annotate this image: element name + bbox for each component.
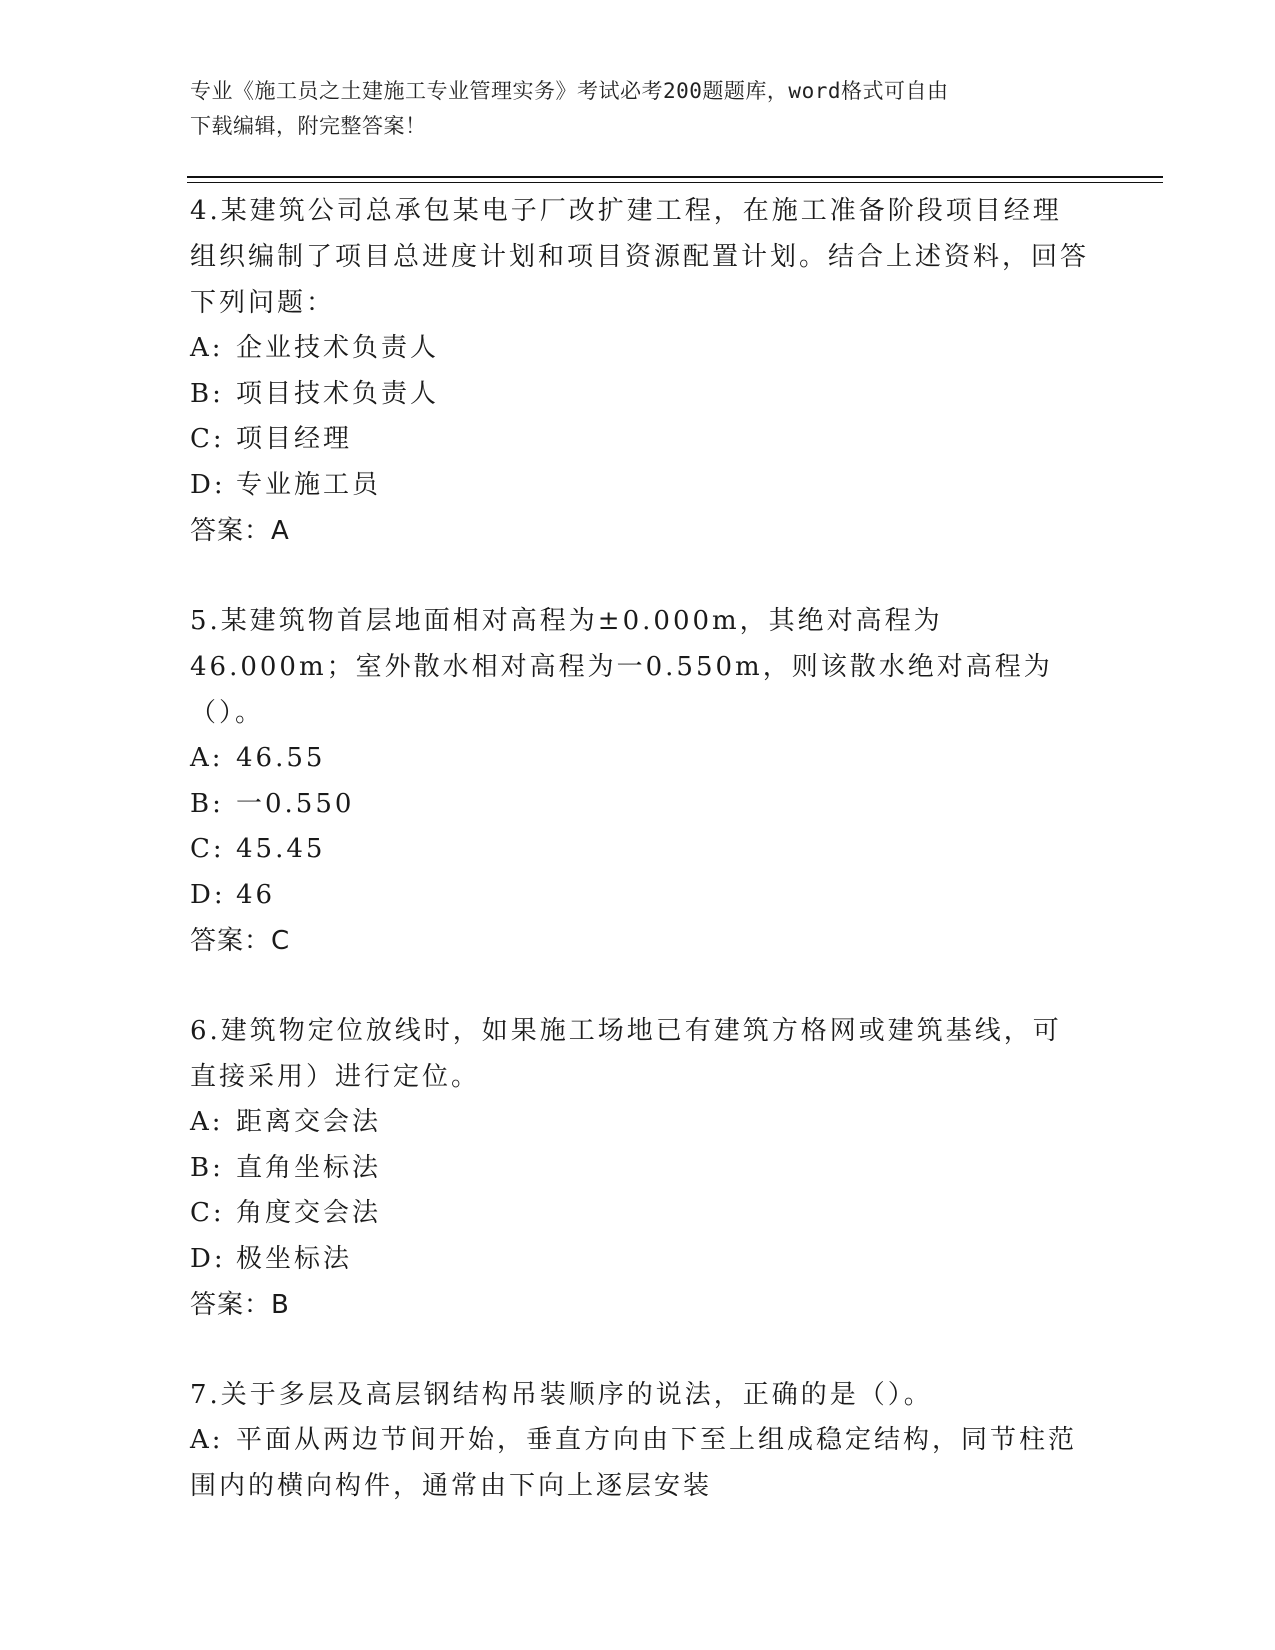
option-text: 距离交会法 bbox=[236, 1107, 382, 1137]
document-header bbox=[190, 74, 1090, 144]
header-divider-thick bbox=[187, 176, 1163, 178]
option-key: A: bbox=[190, 1107, 224, 1137]
option-text: 项目经理 bbox=[236, 424, 353, 454]
question-4 bbox=[190, 188, 1090, 554]
option-text: 极坐标法 bbox=[236, 1243, 353, 1274]
option-key: D: bbox=[190, 1243, 226, 1274]
option-c bbox=[190, 1191, 1090, 1237]
question-list bbox=[190, 188, 1090, 1553]
option-a bbox=[190, 1100, 1090, 1146]
option-key: D: bbox=[190, 469, 226, 500]
question-7 bbox=[190, 1372, 1090, 1509]
question-stem: 5.某建筑物首层地面相对高程为±0.000m，其绝对高程为46.000m；室外散水相对高程为一0.550m，则该散水绝对高程为（）。 bbox=[190, 606, 1053, 728]
option-key: C: bbox=[190, 834, 225, 864]
option-d bbox=[190, 1237, 1090, 1283]
header-line-1: 专业《施工员之土建施工专业管理实务》考试必考200题题库，word格式可自由 bbox=[190, 79, 949, 103]
option-key: C: bbox=[190, 424, 225, 454]
option-b bbox=[190, 1146, 1090, 1192]
option-key: A: bbox=[190, 333, 224, 363]
option-key: B: bbox=[190, 1152, 224, 1183]
question-stem: 4.某建筑公司总承包某电子厂改扩建工程，在施工准备阶段项目经理组织编制了项目总进度计划和项目资源配置计划。结合上述资料，回答下列问题： bbox=[190, 196, 1090, 318]
option-c bbox=[190, 827, 1090, 873]
option-text: 45.45 bbox=[236, 834, 326, 864]
option-text: 直角坐标法 bbox=[236, 1152, 382, 1183]
option-text: 项目技术负责人 bbox=[236, 378, 440, 409]
answer-line: 答案：C bbox=[190, 926, 291, 956]
option-text: 企业技术负责人 bbox=[236, 333, 440, 363]
header-line-2: 下载编辑，附完整答案！ bbox=[190, 114, 427, 138]
option-d bbox=[190, 463, 1090, 509]
question-stem: 6.建筑物定位放线时，如果施工场地已有建筑方格网或建筑基线，可直接采用）进行定位。 bbox=[190, 1016, 1062, 1092]
option-text: 46.55 bbox=[236, 743, 326, 773]
option-text: 平面从两边节间开始，垂直方向由下至上组成稳定结构，同节柱范围内的横向构件，通常由下向上逐层安装 bbox=[190, 1425, 1078, 1501]
question-stem: 7.关于多层及高层钢结构吊装顺序的说法，正确的是（）。 bbox=[190, 1380, 933, 1410]
answer-line: 答案：B bbox=[190, 1290, 290, 1320]
option-text: 专业施工员 bbox=[236, 469, 382, 500]
option-a bbox=[190, 736, 1090, 782]
answer-line: 答案：A bbox=[190, 516, 290, 546]
option-text: 角度交会法 bbox=[236, 1198, 382, 1228]
option-key: B: bbox=[190, 378, 224, 409]
question-6 bbox=[190, 1008, 1090, 1328]
option-a bbox=[190, 326, 1090, 372]
option-a bbox=[190, 1418, 1090, 1509]
header-divider-thin bbox=[187, 182, 1163, 183]
option-key: A: bbox=[190, 743, 224, 773]
option-text: 46 bbox=[236, 879, 276, 910]
option-d bbox=[190, 873, 1090, 919]
option-key: A: bbox=[190, 1425, 224, 1455]
option-b bbox=[190, 372, 1090, 418]
option-b bbox=[190, 782, 1090, 828]
option-key: C: bbox=[190, 1198, 225, 1228]
option-text: 一0.550 bbox=[236, 788, 355, 819]
option-key: D: bbox=[190, 879, 226, 910]
question-5 bbox=[190, 598, 1090, 964]
option-key: B: bbox=[190, 788, 224, 819]
option-c bbox=[190, 417, 1090, 463]
